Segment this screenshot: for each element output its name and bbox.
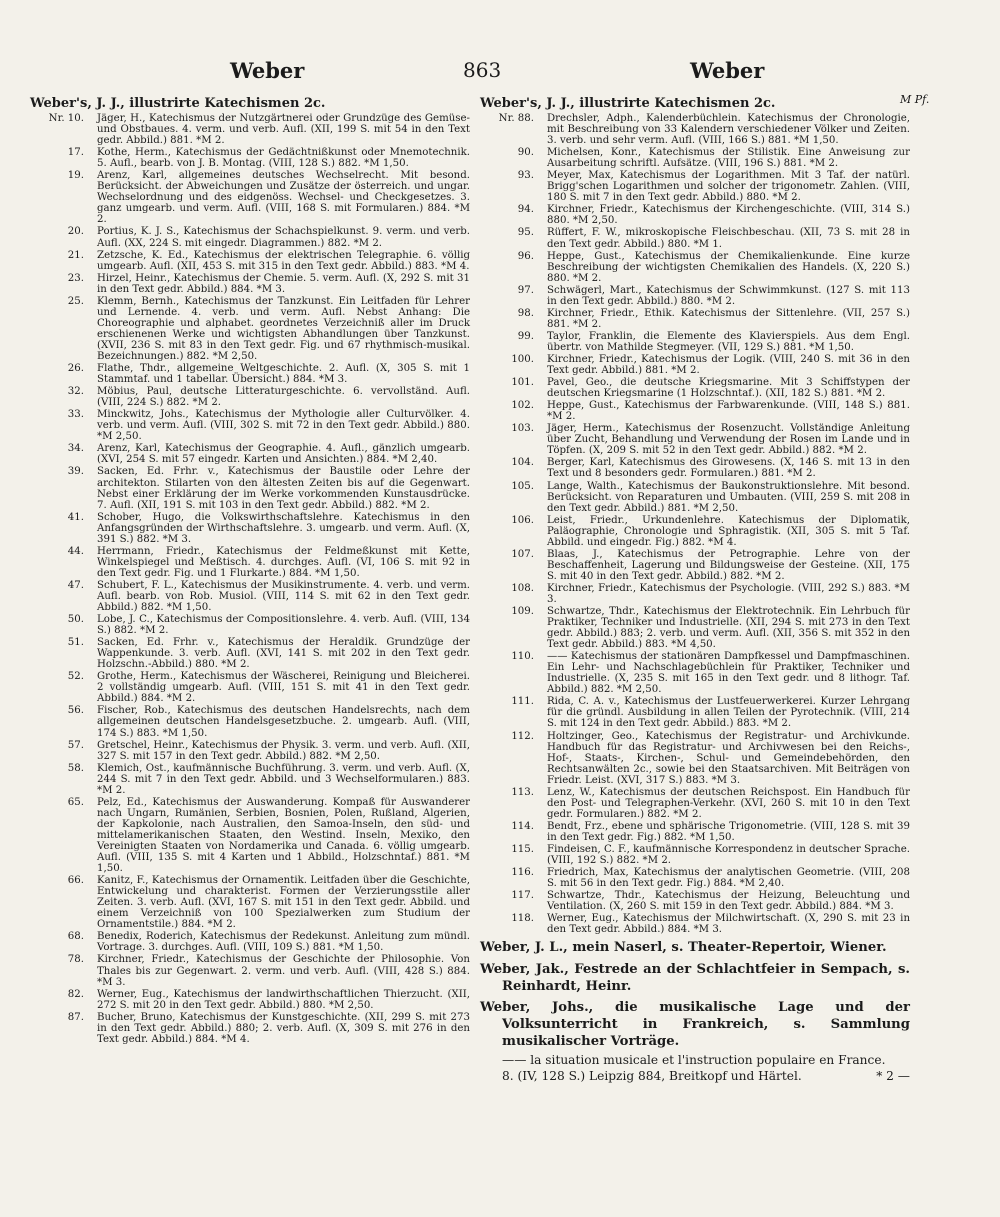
main-entry: Weber, Jak., Festrede an der Schlachtfeier in Sempach, s. Reinhardt, Heinr. (480, 961, 910, 994)
entry-text: Leist, Friedr., Urkundenlehre. Katechismus der Diplomatik, Paläographie, Chronologie und Sphragistik. (XII, 305 S. mit 5 Taf. Abbild. und eingedr. Fig.) 882. *M 4. (547, 514, 910, 548)
entry-number: 100. (511, 353, 534, 365)
entry-number: 17. (67, 147, 84, 159)
entry-text: Schober, Hugo, die Volkswirthschaftslehre. Katechismus in den Anfangsgründen der Wirthschaftslehre. 3. umgearb. und verm. Aufl. (X, 391 S.) 882. *M 3. (97, 511, 470, 545)
entry-text: Rida, C. A. v., Katechismus der Lustfeuerwerkerei. Kurzer Lehrgang für die gründl. Ausbildung in allen Teilen der Pyrotechnik. (VIII, 214 S. mit 124 in den Text gedr. Abbild.) 883. *M 2. (547, 696, 910, 730)
entry-text: Möbius, Paul, deutsche Litteraturgeschichte. 6. vervollständ. Aufl. (VIII, 224 S.) 882. *M 2. (97, 386, 470, 409)
catalog-entry (480, 147, 910, 169)
catalog-entry (480, 457, 910, 479)
entry-number: 34. (67, 443, 84, 455)
entry-text: Herrmann, Friedr., Katechismus der Feldmeßkunst mit Kette, Winkelspiegel und Meßtisch. 4. durchges. Aufl. (VI, 106 S. mit 92 in den Text gedr. Fig. und 1 Flurkarte.) 884. *M 1,50. (97, 545, 470, 579)
entry-number: 68. (67, 931, 84, 943)
entry-text: Michelsen, Konr., Katechismus der Stilistik. Eine Anweisung zur Ausarbeitung schriftl. Aufsätze. (VIII, 196 S.) 881. *M 2. (547, 147, 910, 170)
entry-text: Friedrich, Max, Katechismus der analytischen Geometrie. (VIII, 208 S. mit 56 in den Text gedr. Fig.) 884. *M 2,40. (547, 867, 910, 890)
catalog-entry (480, 890, 910, 912)
final-entry-title: —— la situation musicale et l'instruction populaire en France. (502, 1052, 886, 1067)
entry-list (480, 113, 910, 935)
entry-text: Schwartze, Thdr., Katechismus der Heizung, Beleuchtung und Ventilation. (X, 260 S. mit 159 in den Text gedr. Abbild.) 884. *M 3. (547, 890, 910, 913)
entry-number: 57. (67, 739, 84, 751)
entry-number: 106. (511, 514, 534, 526)
entry-text: Holtzinger, Geo., Katechismus der Registratur- und Archivkunde. Handbuch für das Registratur- und Archivwesen bei den Reichs-, Hof-, Staats-, Kirchen-, Schul- und Gemeindebehörden, den Rechtsanwälten 2c., sowie bei den Staatsarchiven. Mit Beiträgen von Friedr. Leist. (XVI, 317 S.) 883. *M 3. (547, 730, 910, 786)
entry-number: 39. (67, 466, 84, 478)
entry-number: 116. (511, 867, 534, 879)
catalog-entry (30, 147, 470, 169)
page-number: 863 (463, 58, 502, 82)
entry-number: 23. (67, 272, 84, 284)
catalog-entry (480, 400, 910, 422)
entry-number: 103. (511, 423, 534, 435)
entry-text: Kirchner, Friedr., Katechismus der Psychologie. (VIII, 292 S.) 883. *M 3. (547, 582, 910, 605)
entry-number: 109. (511, 606, 534, 618)
entry-text: Schwartze, Thdr., Katechismus der Elektrotechnik. Ein Lehrbuch für Praktiker, Techniker und Industrielle. (XII, 294 S. mit 273 in den Text gedr. Abbild.) 883; 2. verb. und verm. Aufl. (XII, 356 S. mit 352 in den Text gedr. Abbild.) 883. *M 4,50. (547, 606, 910, 651)
entry-text: Portius, K. J. S., Katechismus der Schachspielkunst. 9. verm. und verb. Aufl. (XX, 224 S. mit eingedr. Diagrammen.) 882. *M 2. (97, 226, 470, 249)
entry-text: Pelz, Ed., Katechismus der Auswanderung. Kompaß für Auswanderer nach Ungarn, Rumänien, Serbien, Bosnien, Polen, Rußland, Algerien, der Kapkolonie, nach Australien, den Samoa-Inseln, den süd- und mittelamerikanischen Staaten, den Westind. Inseln, Mexiko, den Vereinigten Staaten von Nordamerika und Canada. 6. völlig umgearb. Aufl. (VIII, 135 S. mit 4 Karten und 1 Abbild., Holzschntaf.) 881. *M 1,50. (97, 796, 470, 875)
entry-text: Pavel, Geo., die deutsche Kriegsmarine. Mit 3 Schiffstypen der deutschen Kriegsmarine (1 Holzschntaf.). (XII, 182 S.) 881. *M 2. (547, 377, 910, 400)
entry-text: Kanitz, F., Katechismus der Ornamentik. Leitfaden über die Geschichte, Entwickelung und charakterist. Formen der Verzierungsstile aller Zeiten. 3. verb. Aufl. (XVI, 167 S. mit 151 in den Text gedr. Abbild. und einem Verzeichniß von 100 Spezialwerken zum Studium der Ornamentstile.) 884. *M 2. (97, 875, 470, 931)
catalog-entry (480, 913, 910, 935)
catalog-entry (480, 170, 910, 203)
entry-text: Gretschel, Heinr., Katechismus der Physik. 3. verm. und verb. Aufl. (XII, 327 S. mit 157 in den Text gedr. Abbild.) 882. *M 2,50. (97, 739, 470, 762)
catalog-entry (480, 227, 910, 249)
entry-number: 114. (511, 820, 534, 832)
entry-number: 26. (67, 363, 84, 375)
entry-text: —— Katechismus der stationären Dampfkessel und Dampfmaschinen. Ein Lehr- und Nachschlagebüchlein für Praktiker, Techniker und Industrielle. (X, 235 S. mit 165 in den Text gedr. und 8 lithogr. Taf. Abbild.) 882. *M 2,50. (547, 651, 910, 696)
catalog-entry (480, 377, 910, 399)
catalog-entry (480, 549, 910, 582)
entry-number: 102. (511, 400, 534, 412)
main-entry-list (480, 939, 910, 1050)
entry-number: 90. (517, 147, 534, 159)
entry-number: 44. (67, 545, 84, 557)
entry-text: Klemich, Ost., kaufmännische Buchführung. 3. verm. und verb. Aufl. (X, 244 S. mit 7 in den Text gedr. Abbild. und 3 Wechselformularen.) 883. *M 2. (97, 762, 470, 796)
catalog-entry (480, 844, 910, 866)
entry-number: Nr. 10. (48, 113, 84, 124)
entry-text: Sacken, Ed. Frhr. v., Katechismus der Heraldik. Grundzüge der Wappenkunde. 3. verb. Aufl. (XVI, 141 S. mit 202 in den Text gedr. Holzschn.-Abbild.) 880. *M 2. (97, 637, 470, 671)
entry-text: Werner, Eug., Katechismus der Milchwirtschaft. (X, 290 S. mit 23 in den Text gedr. Abbild.) 884. *M 3. (547, 913, 910, 936)
catalog-entry (480, 285, 910, 307)
catalog-entry (480, 354, 910, 376)
catalog-entry (30, 671, 470, 704)
catalog-entry (30, 763, 470, 796)
entry-text: Werner, Eug., Katechismus der landwirthschaftlichen Thierzucht. (XII, 272 S. mit 20 in den Text gedr. Abbild.) 880. *M 2,50. (97, 988, 470, 1011)
catalog-entry (30, 954, 470, 987)
entry-text: Bendt, Frz., ebene und sphärische Trigonometrie. (VIII, 128 S. mit 39 in den Text gedr. Fig.) 882. *M 1,50. (547, 820, 910, 843)
catalog-entry (30, 580, 470, 613)
catalog-entry (30, 273, 470, 295)
entry-text: Grothe, Herm., Katechismus der Wäscherei, Reinigung und Bleicherei. 2 vollständig umgearb. Aufl. (VIII, 151 S. mit 41 in den Text gedr. Abbild.) 884. *M 2. (97, 671, 470, 705)
catalog-entry (30, 409, 470, 442)
catalog-entry (30, 1012, 470, 1045)
catalog-entry (30, 113, 470, 146)
entry-text: Drechsler, Adph., Kalenderbüchlein. Katechismus der Chronologie, mit Beschreibung von 33 Kalendern verschiedener Völker und Zeiten. 3. verb. und sehr verm. Aufl. (VIII, 166 S.) 881. *M 1,50. (547, 113, 910, 147)
entry-list (30, 113, 470, 1045)
catalog-entry (480, 696, 910, 729)
entry-text: Jäger, Herm., Katechismus der Rosenzucht. Vollständige Anleitung über Zucht, Behandlung und Verwendung der Rosen im Lande und in Töpfen. (X, 209 S. mit 52 in den Text gedr. Abbild.) 882. *M 2. (547, 423, 910, 457)
entry-text: Lange, Walth., Katechismus der Baukonstruktionslehre. Mit besond. Berücksicht. von Reparaturen und Umbauten. (VIII, 259 S. mit 208 in den Text gedr. Abbild.) 881. *M 2,50. (547, 480, 910, 514)
catalog-entry (480, 308, 910, 330)
catalog-entry (480, 481, 910, 514)
entry-number: 20. (67, 226, 84, 238)
catalog-entry (30, 363, 470, 385)
entry-number: 58. (67, 762, 84, 774)
entry-text: Lenz, W., Katechismus der deutschen Reichspost. Ein Handbuch für den Post- und Telegraphen-Verkehr. (XVI, 260 S. mit 10 in den Text gedr. Formularen.) 882. *M 2. (547, 786, 910, 820)
entry-number: 51. (67, 637, 84, 649)
entry-text: Heppe, Gust., Katechismus der Chemikalienkunde. Eine kurze Beschreibung der wichtigsten Chemikalien des Handels. (X, 220 S.) 880. *M 2. (547, 250, 910, 284)
entry-number: 56. (67, 705, 84, 717)
final-entry-price: * 2 — (876, 1068, 910, 1083)
catalog-entry (30, 614, 470, 636)
entry-number: 104. (511, 457, 534, 469)
main-entry: Weber, J. L., mein Naserl, s. Theater-Repertoir, Wiener. (480, 940, 887, 956)
final-entry-imprint: 8. (IV, 128 S.) Leipzig 884, Breitkopf und Härtel. (502, 1068, 802, 1083)
catalog-entry (30, 512, 470, 545)
entry-text: Schwägerl, Mart., Katechismus der Schwimmkunst. (127 S. mit 113 in den Text gedr. Abbild.) 880. *M 2. (547, 284, 910, 307)
catalog-entry (30, 386, 470, 408)
entry-number: 33. (67, 409, 84, 421)
entry-number: 94. (517, 204, 534, 216)
entry-text: Zetzsche, K. Ed., Katechismus der elektrischen Telegraphie. 6. völlig umgearb. Aufl. (XII, 453 S. mit 315 in den Text gedr. Abbild.) 883. *M 4. (97, 249, 470, 272)
catalog-entry (30, 931, 470, 953)
catalog-entry (30, 226, 470, 248)
catalog-entry (480, 787, 910, 820)
entry-number: 78. (67, 954, 84, 966)
margin-note: M Pf. (900, 93, 930, 106)
left-column (30, 96, 470, 1046)
catalog-entry (480, 583, 910, 605)
entry-number: 113. (511, 786, 534, 798)
entry-text: Kirchner, Friedr., Katechismus der Kirchengeschichte. (VIII, 314 S.) 880. *M 2,50. (547, 204, 910, 227)
entry-text: Sacken, Ed. Frhr. v., Katechismus der Baustile oder Lehre der architekton. Stilarten von den ältesten Zeiten bis auf die Gegenwart. Nebst einer Erklärung der im Werke vorkommenden Kunstausdrücke. 7. Aufl. (XII, 191 S. mit 103 in den Text gedr. Abbild.) 882. *M 2. (97, 466, 470, 511)
entry-text: Arenz, Karl, Katechismus der Geographie. 4. Aufl., gänzlich umgearb. (XVI, 254 S. mit 57 eingedr. Karten und Ansichten.) 884. *M 2,40. (97, 443, 470, 466)
entry-number: 112. (511, 730, 534, 742)
catalog-entry (30, 875, 470, 930)
catalog-entry (30, 250, 470, 272)
catalog-entry (30, 296, 470, 362)
entry-number: 115. (511, 844, 534, 855)
entry-text: Taylor, Franklin, die Elemente des Klavierspiels. Aus dem Engl. übertr. von Mathilde Stegmeyer. (VII, 129 S.) 881. *M 1,50. (547, 330, 910, 353)
catalog-entry (30, 797, 470, 874)
entry-number: 52. (67, 671, 84, 683)
entry-text: Kothe, Herm., Katechismus der Gedächtnißkunst oder Mnemotechnik. 5. Aufl., bearb. von J. B. Montag. (VIII, 128 S.) 882. *M 1,50. (97, 147, 470, 170)
catalog-entry (30, 546, 470, 579)
catalog-entry (30, 443, 470, 465)
catalog-entry (480, 867, 910, 889)
entry-text: Hirzel, Heinr., Katechismus der Chemie. 5. verm. Aufl. (X, 292 S. mit 31 in den Text gedr. Abbild.) 884. *M 3. (97, 272, 470, 295)
section-heading: Weber's, J. J., illustrirte Katechismen 2c. (480, 96, 776, 111)
entry-text: Schubert, F. L., Katechismus der Musikinstrumente. 4. verb. und verm. Aufl. bearb. von Rob. Musiol. (VIII, 114 S. mit 62 in den Text gedr. Abbild.) 882. *M 1,50. (97, 579, 470, 614)
entry-number: 47. (67, 579, 84, 591)
entry-text: Benedix, Roderich, Katechismus der Redekunst. Anleitung zum mündl. Vortrage. 3. durchges. Aufl. (VIII, 109 S.) 881. *M 1,50. (97, 931, 470, 954)
entry-text: Findeisen, C. F., kaufmännische Korrespondenz in deutscher Sprache. (VIII, 192 S.) 882. *M 2. (547, 844, 910, 867)
entry-number: Nr. 88. (498, 113, 534, 124)
entry-text: Meyer, Max, Katechismus der Logarithmen. Mit 3 Taf. der natürl. Brigg'schen Logarithmen und solcher der trigonometr. Zahlen. (VIII, 180 S. mit 7 in den Text gedr. Abbild.) 880. *M 2. (547, 170, 910, 204)
catalog-entry (30, 705, 470, 738)
entry-number: 41. (67, 511, 84, 523)
entry-number: 118. (511, 913, 534, 925)
running-head-left: Weber (230, 58, 305, 83)
entry-number: 99. (517, 330, 534, 342)
entry-text: Jäger, H., Katechismus der Nutzgärtnerei oder Grundzüge des Gemüse- und Obstbaues. 4. verm. und verb. Aufl. (XII, 199 S. mit 54 in den Text gedr. Abbild.) 881. *M 2. (97, 113, 470, 147)
entry-number: 105. (511, 480, 534, 492)
right-column (480, 96, 910, 1085)
section-heading: Weber's, J. J., illustrirte Katechismen 2c. (30, 96, 326, 111)
catalog-entry (30, 170, 470, 225)
entry-number: 97. (517, 284, 534, 296)
entry-number: 108. (511, 582, 534, 594)
catalog-entry (30, 989, 470, 1011)
entry-text: Lobe, J. C., Katechismus der Compositionslehre. 4. verb. Aufl. (VIII, 134 S.) 882. *M 2. (97, 614, 470, 637)
entry-number: 21. (67, 249, 84, 261)
main-entry: Weber, Johs., die musikalische Lage und der Volksunterricht in Frankreich, s. Sammlung musikalischer Vorträge. (480, 999, 910, 1050)
catalog-entry (480, 515, 910, 548)
catalog-entry (480, 651, 910, 695)
entry-text: Klemm, Bernh., Katechismus der Tanzkunst. Ein Leitfaden für Lehrer und Lernende. 4. verb. und verm. Aufl. Nebst Anhang: Die Choreographie und alphabet. geordnetes Verzeichniß aller im Druck erschienenen Werke und wichtigsten Abhandlungen über Tanzkunst. (XVII, 236 S. mit 83 in den Text gedr. Fig. und 67 rhythmisch-musikal. Bezeichnungen.) 882. *M 2,50. (97, 295, 470, 362)
final-entry (480, 1053, 910, 1085)
entry-number: 82. (67, 988, 84, 1000)
entry-text: Kirchner, Friedr., Katechismus der Logik. (VIII, 240 S. mit 36 in den Text gedr. Abbild.) 881. *M 2. (547, 353, 910, 377)
entry-text: Kirchner, Friedr., Katechismus der Geschichte der Philosophie. Von Thales bis zur Gegenwart. 2. verm. und verb. Aufl. (VIII, 428 S.) 884. *M 3. (97, 954, 470, 988)
catalog-entry (480, 113, 910, 146)
entry-number: 101. (511, 377, 534, 389)
entry-text: Minckwitz, Johs., Katechismus der Mythologie aller Culturvölker. 4. verb. und verm. Aufl. (VIII, 302 S. mit 72 in den Text gedr. Abbild.) 880. *M 2,50. (97, 409, 470, 443)
entry-number: 95. (517, 227, 534, 239)
entry-number: 50. (67, 614, 84, 626)
entry-text: Rüffert, F. W., mikroskopische Fleischbeschau. (XII, 73 S. mit 28 in den Text gedr. Abbild.) 880. *M 1. (547, 227, 910, 250)
catalog-entry (480, 204, 910, 226)
entry-text: Kirchner, Friedr., Ethik. Katechismus der Sittenlehre. (VII, 257 S.) 881. *M 2. (547, 307, 910, 330)
catalog-entry (480, 731, 910, 786)
entry-text: Arenz, Karl, allgemeines deutsches Wechselrecht. Mit besond. Berücksicht. der Abweichungen und Zusätze der österreich. und ungar. Wechselordnung und des eidgenöss. Wechsel- und Checkgesetzes. 3. ganz umgearb. und verm. Aufl. (VIII, 168 S. mit Formularen.) 884. *M 2. (97, 170, 470, 226)
entry-text: Bucher, Bruno, Katechismus der Kunstgeschichte. (XII, 299 S. mit 273 in den Text gedr. Abbild.) 880; 2. verb. Aufl. (X, 309 S. mit 276 in den Text gedr. Abbild.) 884. *M 4. (97, 1011, 470, 1045)
catalog-entry (480, 423, 910, 456)
entry-text: Berger, Karl, Katechismus des Girowesens. (X, 146 S. mit 13 in den Text und 8 besonders gedr. Formularen.) 881. *M 2. (547, 457, 910, 480)
entry-number: 111. (511, 696, 534, 708)
entry-text: Heppe, Gust., Katechismus der Farbwarenkunde. (VIII, 148 S.) 881. *M 2. (547, 400, 910, 423)
entry-number: 19. (67, 170, 84, 182)
catalog-entry (480, 821, 910, 843)
entry-number: 87. (67, 1011, 84, 1023)
entry-number: 98. (517, 307, 534, 319)
catalog-entry (480, 251, 910, 284)
entry-number: 93. (517, 170, 534, 182)
entry-number: 110. (511, 651, 534, 663)
entry-text: Fischer, Rob., Katechismus des deutschen Handelsrechts, nach dem allgemeinen deutschen Handelsgesetzbuche. 2. umgearb. Aufl. (VIII, 174 S.) 883. *M 1,50. (97, 705, 470, 739)
catalog-entry (480, 331, 910, 353)
running-head-right: Weber (690, 58, 765, 83)
entry-number: 117. (511, 890, 534, 902)
entry-text: Blaas, J., Katechismus der Petrographie. Lehre von der Beschaffenheit, Lagerung und Bildungsweise der Gesteine. (XII, 175 S. mit 40 in den Text gedr. Abbild.) 882. *M 2. (547, 548, 910, 582)
entry-number: 96. (517, 250, 534, 262)
catalog-entry (480, 606, 910, 650)
entry-number: 107. (511, 548, 534, 560)
entry-text: Flathe, Thdr., allgemeine Weltgeschichte. 2. Aufl. (X, 305 S. mit 1 Stammtaf. und 1 tabellar. Übersicht.) 884. *M 3. (97, 363, 470, 386)
entry-number: 32. (67, 386, 84, 398)
catalog-entry (30, 740, 470, 762)
entry-number: 66. (67, 875, 84, 887)
catalog-entry (30, 637, 470, 670)
entry-number: 65. (67, 796, 84, 808)
entry-number: 25. (67, 295, 84, 307)
catalog-entry (30, 466, 470, 510)
